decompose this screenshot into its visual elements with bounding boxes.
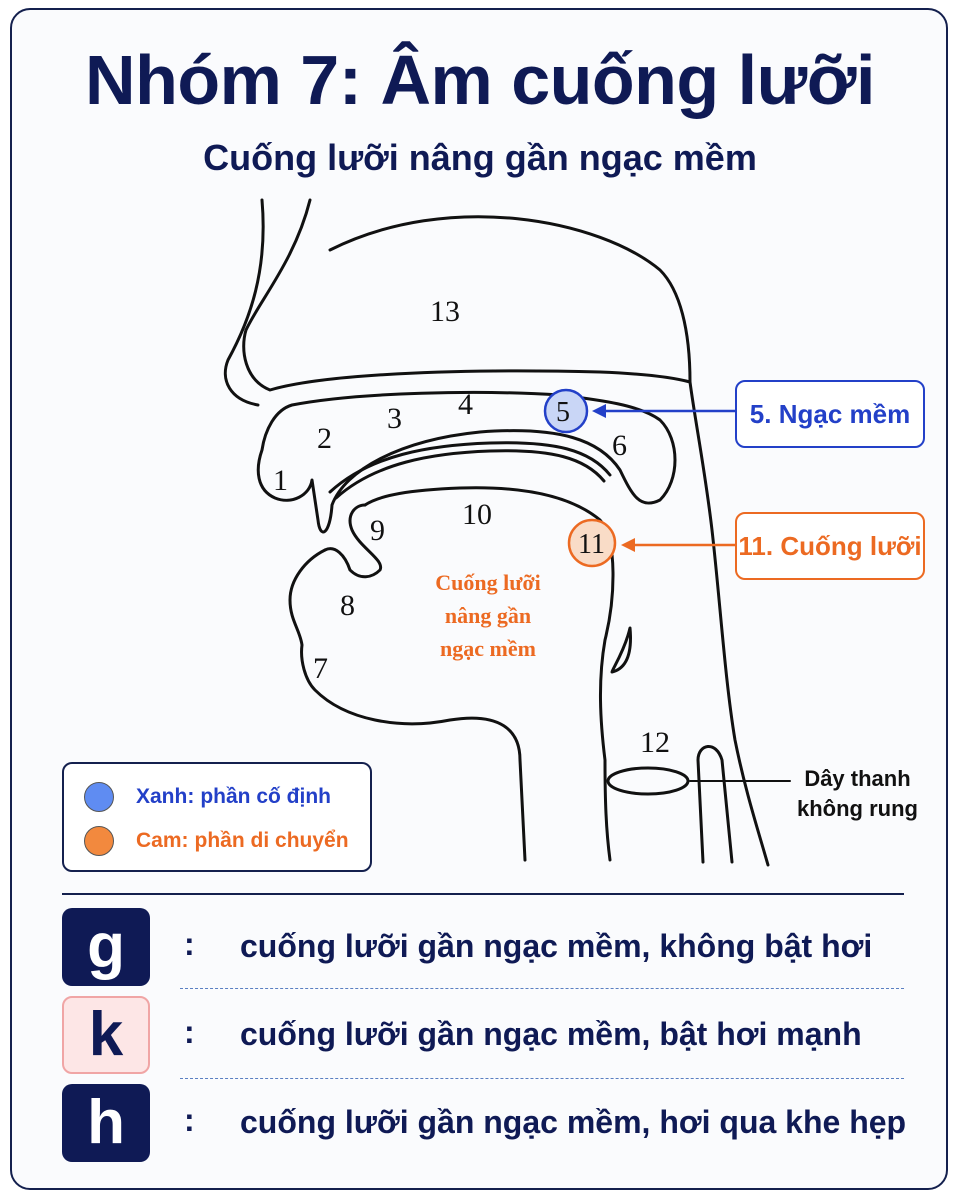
label-10: 10: [462, 498, 492, 531]
label-13: 13: [430, 295, 460, 328]
sound-description-h: cuống lưỡi gần ngạc mềm, hơi qua khe hẹp: [240, 1104, 907, 1140]
letter-badge-h: h: [62, 1084, 150, 1162]
sound-description-k: cuống lưỡi gần ngạc mềm, bật hơi mạnh: [240, 1016, 862, 1052]
legend-row-blue: [84, 782, 331, 812]
label-8: 8: [340, 589, 355, 622]
vocal-cords-note-line-1: Dây thanh: [804, 766, 911, 791]
sound-row-g: [62, 908, 904, 988]
sound-row-h: [62, 1084, 907, 1164]
page-title: Nhóm 7: Âm cuống lưỡi: [85, 41, 875, 119]
label-6: 6: [612, 429, 627, 462]
label-12: 12: [640, 726, 670, 759]
sound-row-k: [62, 996, 904, 1076]
tongue-note-line-2: nâng gần: [444, 603, 532, 628]
separator-colon: :: [184, 1102, 195, 1138]
orange-dot-icon: [84, 826, 114, 856]
dashed-divider: [180, 1078, 904, 1079]
callout-soft-palate: 5. Ngạc mềm: [735, 380, 925, 448]
epiglottis-outline: [612, 628, 630, 672]
legend-blue-value: phần cố định: [200, 785, 331, 808]
label-9: 9: [370, 514, 385, 547]
arrow-blue-head: [592, 404, 606, 418]
separator-colon: :: [184, 1014, 195, 1050]
legend-orange-value: phần di chuyển: [194, 829, 349, 852]
vocal-cords-note-line-2: không rung: [797, 796, 918, 821]
pharynx-back-wall: [690, 382, 768, 865]
tongue-note-line-1: Cuống lưỡi: [435, 570, 541, 595]
callout-tongue-back: 11. Cuống lưỡi: [735, 512, 925, 580]
label-3: 3: [387, 402, 402, 435]
label-7: 7: [313, 652, 328, 685]
legend-orange-key: Cam:: [136, 829, 189, 852]
palate-line-inner: [336, 451, 604, 498]
blue-dot-icon: [84, 782, 114, 812]
label-4: 4: [458, 388, 473, 421]
nasal-cavity-outline: [244, 200, 690, 390]
sound-description-g: cuống lưỡi gần ngạc mềm, không bật hơi: [240, 928, 873, 964]
label-2: 2: [317, 422, 332, 455]
legend-box: [62, 762, 372, 872]
larynx-tube: [698, 746, 732, 862]
letter-badge-g: g: [62, 908, 150, 986]
nose-outline: [225, 200, 263, 405]
page-subtitle: Cuống lưỡi nâng gần ngạc mềm: [203, 137, 757, 178]
palate-line-outer: [330, 443, 610, 492]
tongue-note-line-3: ngạc mềm: [440, 636, 536, 661]
arrow-orange-head: [621, 538, 635, 552]
vocal-cords-ellipse: [608, 768, 688, 794]
legend-row-orange: [84, 826, 349, 856]
legend-blue-key: Xanh:: [136, 785, 195, 808]
label-11: 11: [578, 529, 605, 560]
vocal-cords-note: [790, 764, 925, 824]
label-5: 5: [556, 397, 570, 428]
separator-colon: :: [184, 926, 195, 962]
letter-badge-k: k: [62, 996, 150, 1074]
section-divider: [62, 893, 904, 895]
label-1: 1: [273, 464, 288, 497]
dashed-divider: [180, 988, 904, 989]
